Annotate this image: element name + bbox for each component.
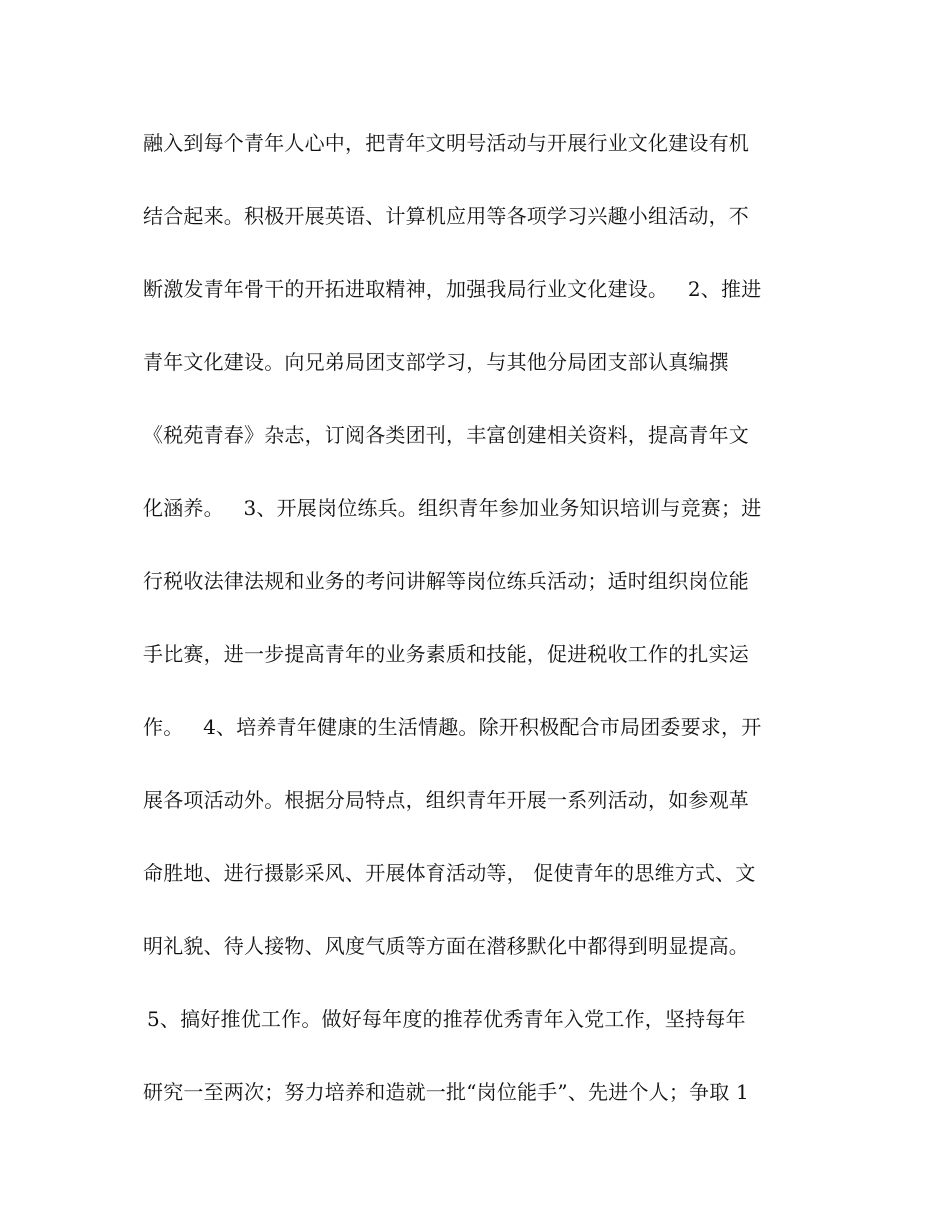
text-line: 《税苑青春》杂志，订阅各类团刊，丰富创建相关资料，提高青年文 <box>143 423 749 447</box>
text-line: 结合起来。积极开展英语、计算机应用等各项学习兴趣小组活动，不 <box>143 204 749 228</box>
text-line: 展各项活动外。根据分局特点，组织青年开展一系列活动，如参观革 <box>143 788 749 812</box>
text-line: 研究一至两次；努力培养和造就一批“岗位能手”、先进个人；争取 1 <box>143 1080 749 1104</box>
text-line: 行税收法律法规和业务的考问讲解等岗位练兵活动；适时组织岗位能 <box>143 569 749 593</box>
text-line: 5、搞好推优工作。做好每年度的推荐优秀青年入党工作，坚持每年 <box>147 1007 746 1031</box>
text-line: 手比赛，进一步提高青年的业务素质和技能，促进税收工作的扎实运 <box>143 642 749 666</box>
text-line: 明礼貌、待人接物、风度气质等方面在潜移默化中都得到明显提高。 <box>143 934 749 958</box>
text-line: 青年文化建设。向兄弟局团支部学习，与其他分局团支部认真编撰 <box>143 350 729 374</box>
text-line: 融入到每个青年人心中，把青年文明号活动与开展行业文化建设有机 <box>143 131 749 155</box>
text-line: 命胜地、进行摄影采风、开展体育活动等， 促使青年的思维方式、文 <box>143 861 756 885</box>
text-line: 断激发青年骨干的开拓进取精神，加强我局行业文化建设。 2、推进 <box>143 277 762 301</box>
text-line: 作。 4、培养青年健康的生活情趣。除开积极配合市局团委要求，开 <box>143 715 762 739</box>
text-line: 化涵养。 3、开展岗位练兵。组织青年参加业务知识培训与竞赛；进 <box>143 496 762 520</box>
body-text <box>143 123 823 1145</box>
